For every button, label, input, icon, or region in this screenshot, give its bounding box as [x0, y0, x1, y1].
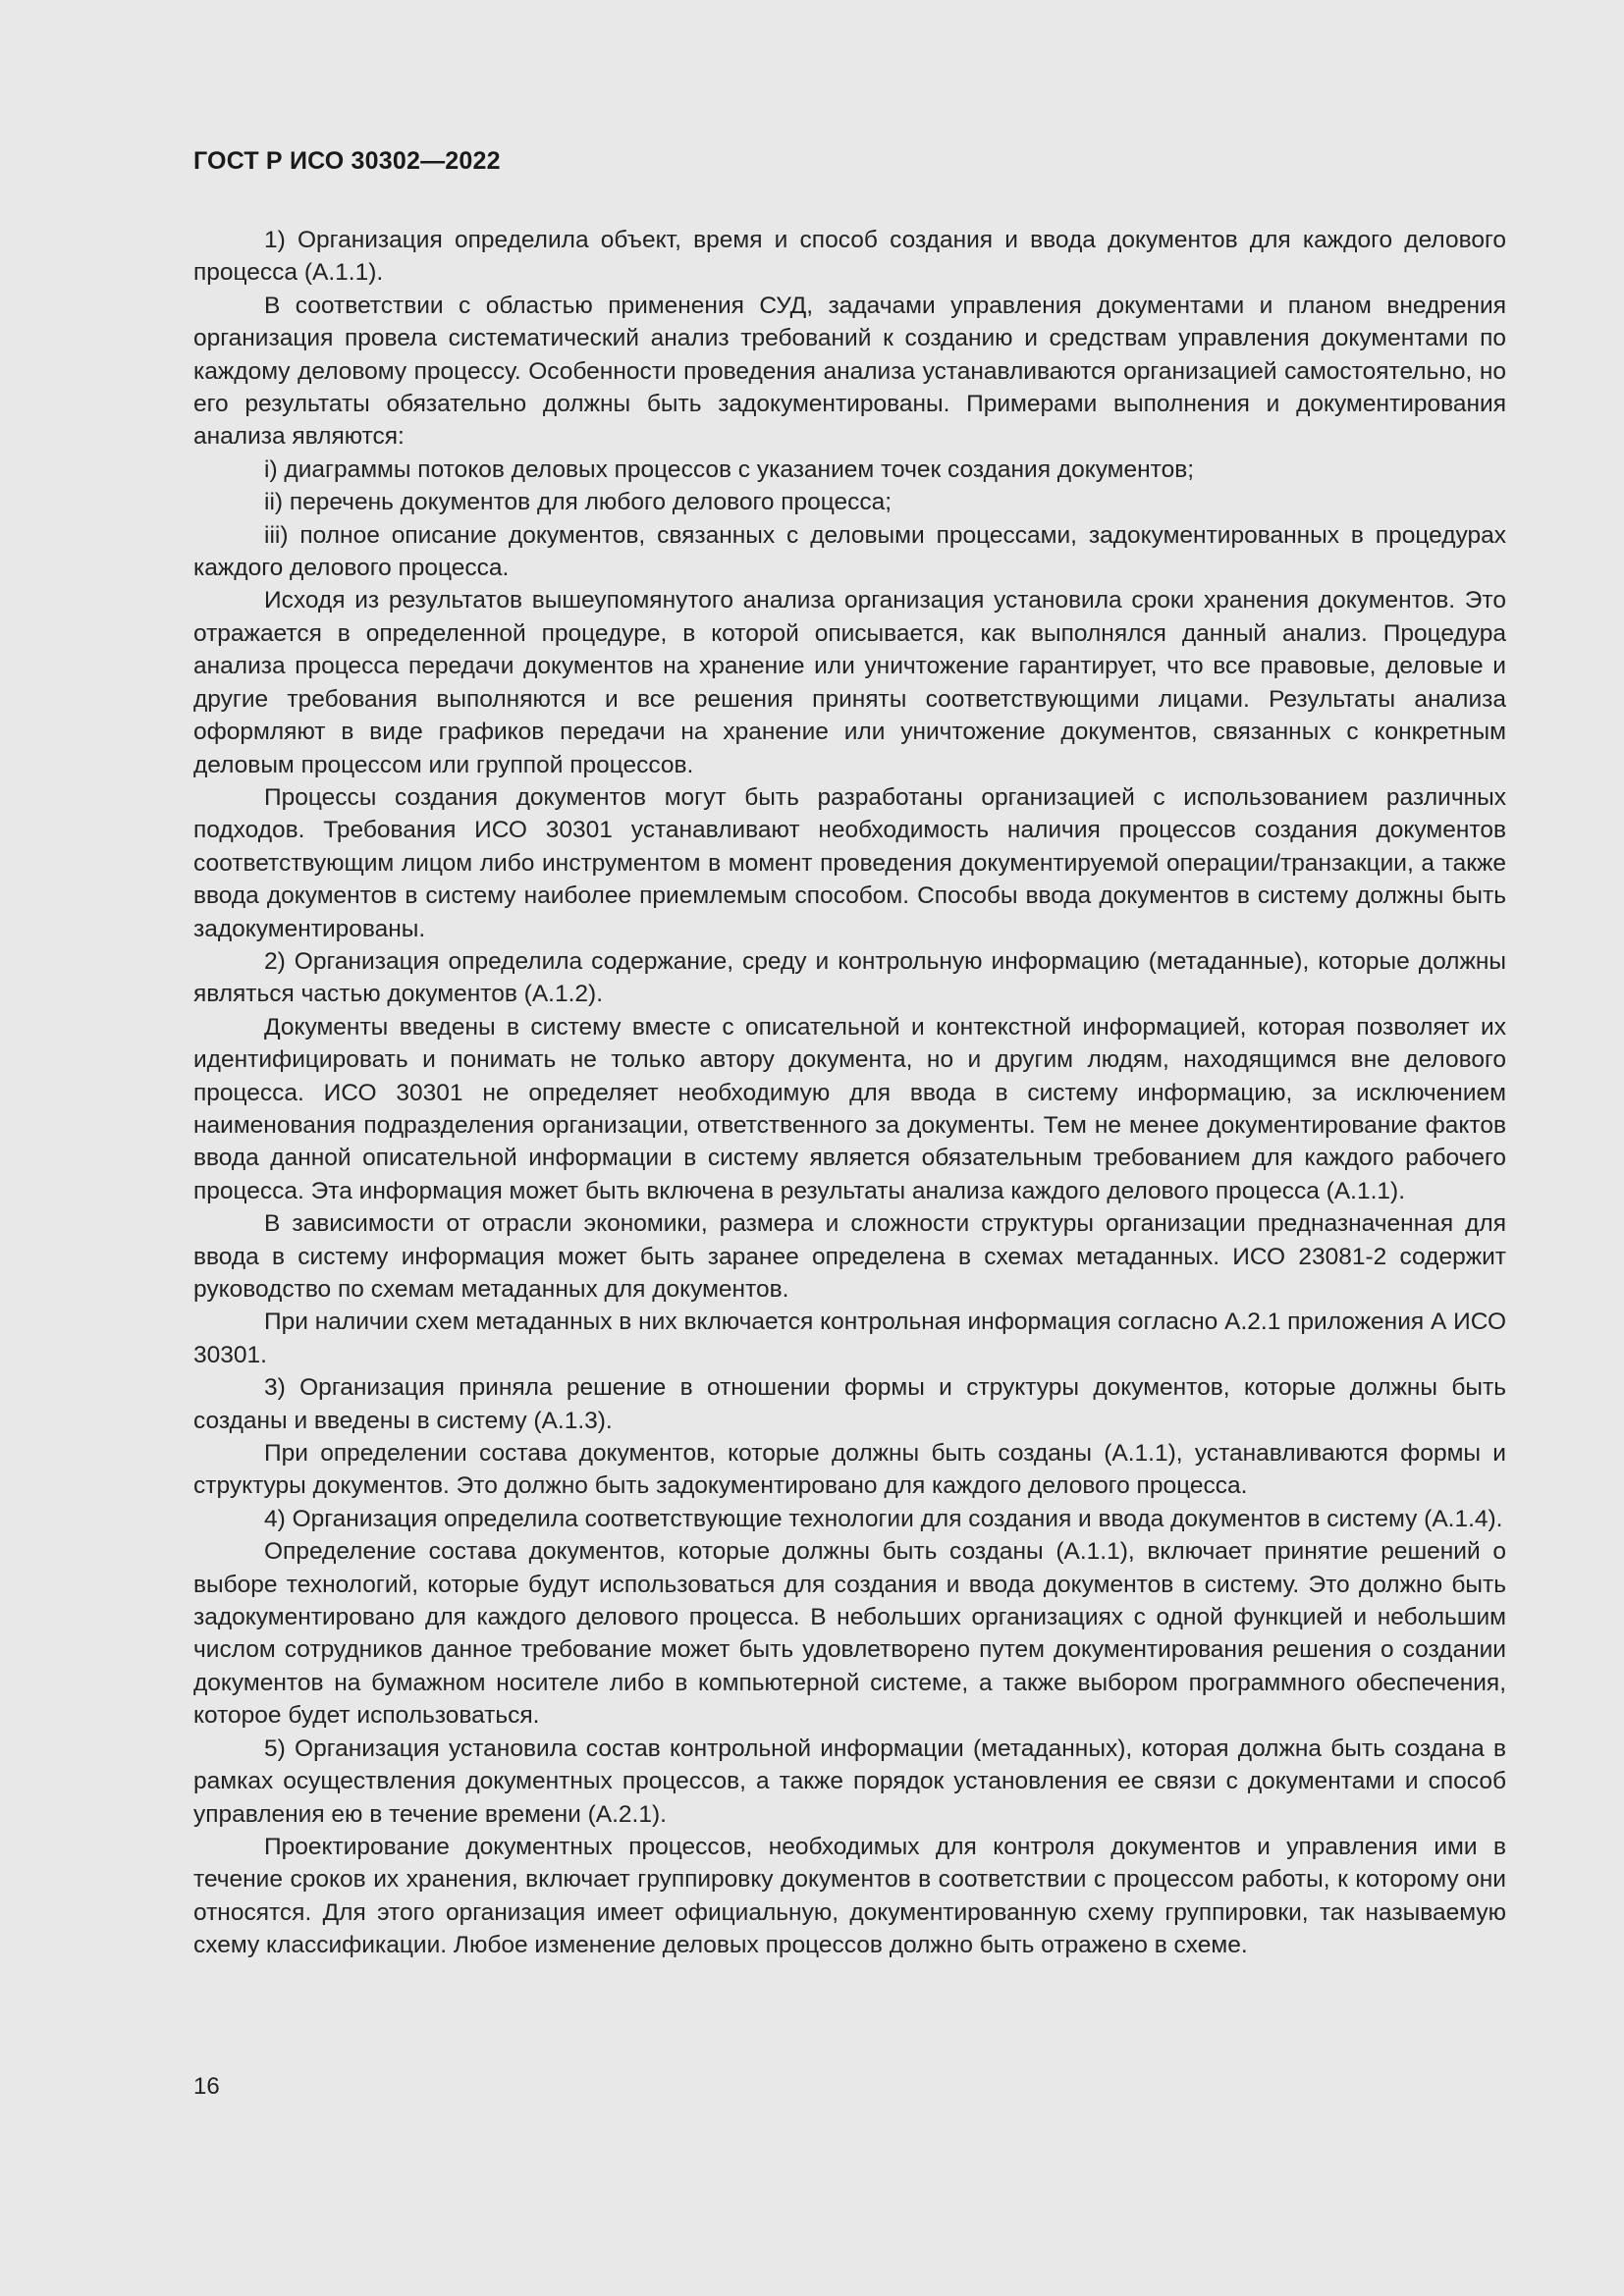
page-number: 16: [193, 2073, 220, 2100]
list-item: ii) перечень документов для любого делового процесса;: [264, 489, 893, 516]
paragraph: Документы введены в систему вместе с описательной и контекстной информацией, которая позволяет их идентифицировать и понимать не только автору документа, но и другим людям, находящимся вне делового процесса. ИСО 30301 не определяет необходимую для ввода в систему информацию, за исключением наименования подразделения организации, ответственного за документы. Тем не менее документирование фактов ввода данной описательной информации в систему является обязательным требованием для каждого рабочего процесса. Эта информация может быть включена в результаты анализа каждого делового процесса (А.1.1).: [193, 1013, 1506, 1204]
document-code-header: ГОСТ Р ИСО 30302—2022: [193, 147, 501, 175]
list-item: i) диаграммы потоков деловых процессов с указанием точек создания документов;: [264, 455, 1195, 483]
paragraph: При наличии схем метаданных в них включается контрольная информация согласно А.2.1 приложения А ИСО 30301.: [193, 1308, 1506, 1368]
paragraph: 2) Организация определила содержание, среду и контрольную информацию (метаданные), которые должны являться частью документов (А.1.2).: [193, 947, 1506, 1008]
paragraph: 4) Организация определила соответствующие технологии для создания и ввода документов в систему (А.1.4).: [264, 1505, 1503, 1532]
paragraph: 3) Организация приняла решение в отношении формы и структуры документов, которые должны быть созданы и введены в систему (А.1.3).: [193, 1374, 1506, 1434]
paragraph: Проектирование документных процессов, необходимых для контроля документов и управления ими в течение сроков их хранения, включает группировку документов в соответствии с процессом работы, к которому они относятся. Для этого организация имеет официальную, документированную схему группировки, так называемую схему классификации. Любое изменение деловых процессов должно быть отражено в схеме.: [193, 1833, 1506, 1959]
paragraph: При определении состава документов, которые должны быть созданы (А.1.1), устанавливаются формы и структуры документов. Это должно быть задокументировано для каждого делового процесса.: [193, 1440, 1506, 1500]
paragraph: Процессы создания документов могут быть разработаны организацией с использованием различных подходов. Требования ИСО 30301 устанавливают необходимость наличия процессов создания документов соответствующим лицом либо инструментом в момент проведения документируемой операции/транзакции, а также ввода документов в систему наиболее приемлемым способом. Способы ввода документов в систему должны быть задокументированы.: [193, 783, 1506, 942]
paragraph: Исходя из результатов вышеупомянутого анализа организация установила сроки хранения документов. Это отражается в определенной процедуре, в которой описывается, как выполнялся данный анализ. Процедура анализа процесса передачи документов на хранение или уничтожение гарантирует, что все правовые, деловые и другие требования выполняются и все решения приняты соответствующими лицами. Результаты анализа оформляют в виде графиков передачи на хранение или уничтожение документов, связанных с конкретным деловым процессом или группой процессов.: [193, 587, 1506, 778]
body-text: [193, 224, 1506, 1962]
list-item: iii) полное описание документов, связанных с деловыми процессами, задокументированных в процедурах каждого делового процесса.: [193, 521, 1506, 582]
paragraph: 5) Организация установила состав контрольной информации (метаданных), которая должна быть создана в рамках осуществления документных процессов, а также порядок установления ее связи с документами и способ управления ею в течение времени (А.2.1).: [193, 1735, 1506, 1828]
paragraph: 1) Организация определила объект, время и способ создания и ввода документов для каждого делового процесса (А.1.1).: [193, 227, 1506, 287]
paragraph: В соответствии с областью применения СУД, задачами управления документами и планом внедрения организация провела систематический анализ требований к созданию и средствам управления документами по каждому деловому процессу. Особенности проведения анализа устанавливаются организацией самостоятельно, но его результаты обязательно должны быть задокументированы. Примерами выполнения и документирования анализа являются:: [193, 292, 1506, 451]
paragraph: Определение состава документов, которые должны быть созданы (А.1.1), включает принятие решений о выборе технологий, которые будут использоваться для создания и ввода документов в систему. Это должно быть задокументировано для каждого делового процесса. В небольших организациях с одной функцией и небольшим числом сотрудников данное требование может быть удовлетворено путем документирования решения о создании документов на бумажном носителе либо в компьютерной системе, а также выбором программного обеспечения, которое будет использоваться.: [193, 1538, 1506, 1730]
paragraph: В зависимости от отрасли экономики, размера и сложности структуры организации предназначенная для ввода в систему информация может быть заранее определена в схемах метаданных. ИСО 23081-2 содержит руководство по схемам метаданных для документов.: [193, 1210, 1506, 1303]
